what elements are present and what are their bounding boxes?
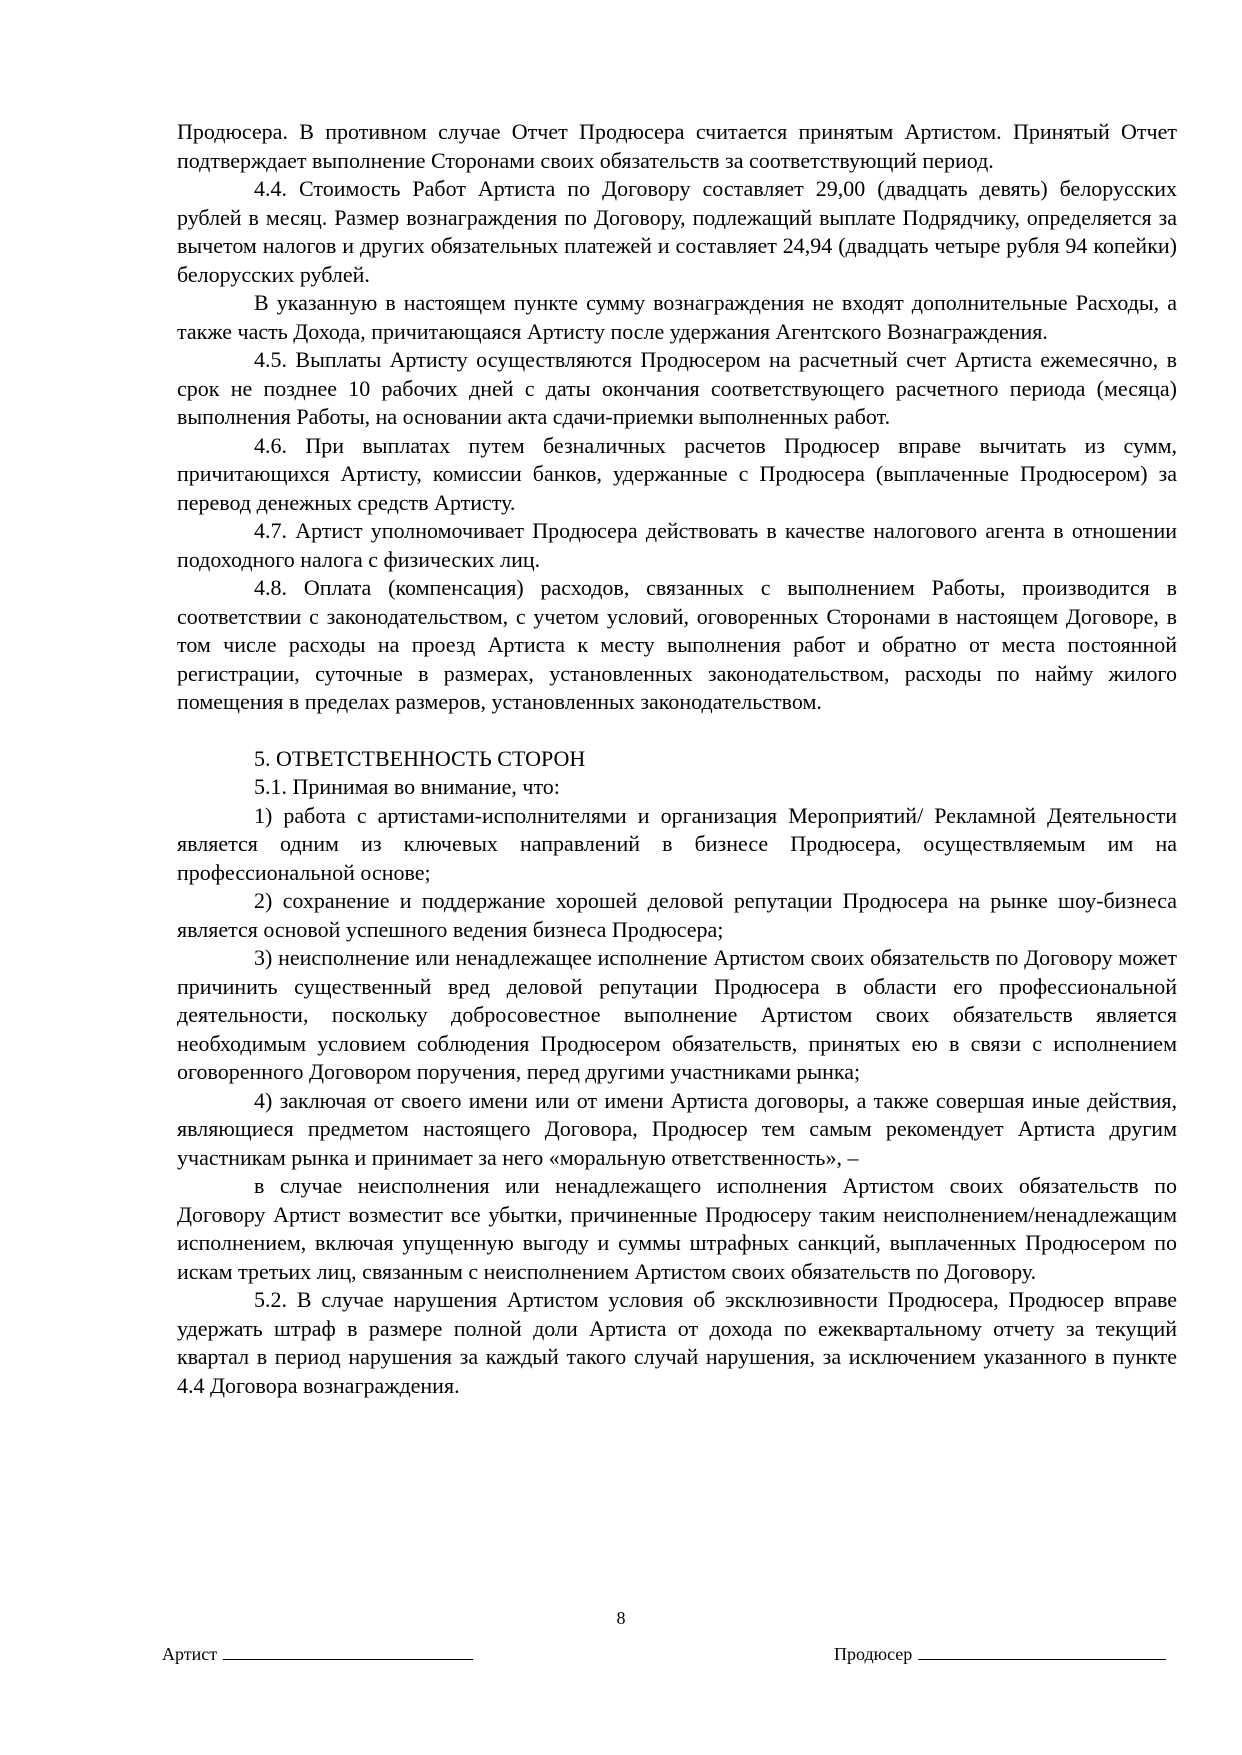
list-item: 3) неисполнение или ненадлежащее исполнение Артистом своих обязательств по Договору может причинить существенный вред деловой репутации Продюсера в области его профессиональной деятельности, поскольку добросовестное выполнение Артистом своих обязательств является необходимым условием соблюдения Продюсером обязательств, принятых ею в связи с исполнением оговоренного Договором поручения, перед другими участниками рынка; (177, 945, 1177, 1084)
paragraph-5-1: 5.1. Принимая во внимание, что: (254, 774, 560, 799)
artist-signature-label: Артист (162, 1644, 218, 1664)
paragraph-5-2: 5.2. В случае нарушения Артистом условия об эксклюзивности Продюсера, Продюсер вправе удержать штраф в размере полной доли Артиста от дохода по ежеквартальному отчету за текущий квартал в период нарушения за каждый такого случай нарушения, за исключением указанного в пункте 4.4 Договора вознаграждения. (177, 1287, 1177, 1398)
artist-signature (162, 1643, 473, 1665)
section-gap (177, 717, 1177, 745)
section-heading: 5. ОТВЕТСТВЕННОСТЬ СТОРОН (254, 745, 586, 771)
list-item: 2) сохранение и поддержание хорошей деловой репутации Продюсера на рынке шоу-бизнеса является основой успешного ведения бизнеса Продюсера; (177, 888, 1177, 942)
paragraph-4-5: 4.5. Выплаты Артисту осуществляются Продюсером на расчетный счет Артиста ежемесячно, в срок не позднее 10 рабочих дней с даты окончания соответствующего расчетного периода (месяца) выполнения Работы, на основании акта сдачи-приемки выполненных работ. (177, 347, 1177, 429)
signature-line (223, 1643, 473, 1660)
document-body (177, 118, 1177, 1400)
page-number: 8 (616, 1608, 626, 1628)
producer-signature-label: Продюсер (834, 1644, 913, 1664)
paragraph-4-8: 4.8. Оплата (компенсация) расходов, связанных с выполнением Работы, производится в соответствии с законодательством, с учетом условий, оговоренных Сторонами в настоящем Договоре, в том числе расходы на проезд Артиста к месту выполнения работ и обратно от места постоянной регистрации, суточные в размерах, установленных законодательством, расходы по найму жилого помещения в пределах размеров, установленных законодательством. (177, 575, 1177, 714)
paragraph: в случае неисполнения или ненадлежащего исполнения Артистом своих обязательств по Договору Артист возместит все убытки, причиненные Продюсеру таким неисполнением/ненадлежащим исполнением, включая упущенную выгоду и суммы штрафных санкций, выплаченных Продюсером по искам третьих лиц, связанным с неисполнением Артистом своих обязательств по Договору. (177, 1173, 1177, 1284)
paragraph: В указанную в настоящем пункте сумму вознаграждения не входят дополнительные Расходы, а также часть Дохода, причитающаяся Артисту после удержания Агентского Вознаграждения. (177, 290, 1177, 344)
list-item: 4) заключая от своего имени или от имени Артиста договоры, а также совершая иные действия, являющиеся предметом настоящего Договора, Продюсер тем самым рекомендует Артиста другим участникам рынка и принимает за него «моральную ответственность», – (177, 1087, 1177, 1170)
list-item: 1) работа с артистами-исполнителями и организация Мероприятий/ Рекламной Деятельности является одним из ключевых направлений в бизнесе Продюсера, осуществляемым им на профессиональной основе; (177, 802, 1177, 885)
paragraph-4-6: 4.6. При выплатах путем безналичных расчетов Продюсер вправе вычитать из сумм, причитающихся Артисту, комиссии банков, удержанные с Продюсера (выплаченные Продюсером) за перевод денежных средств Артисту. (177, 432, 1177, 515)
paragraph-4-7: 4.7. Артист уполномочивает Продюсера действовать в качестве налогового агента в отношении подоходного налога с физических лиц. (177, 518, 1177, 572)
signature-line (918, 1643, 1166, 1660)
producer-signature (834, 1643, 1166, 1665)
paragraph-4-4: 4.4. Стоимость Работ Артиста по Договору составляет 29,00 (двадцать девять) белорусских рублей в месяц. Размер вознаграждения по Договору, подлежащий выплате Подрядчику, определяется за вычетом налогов и других обязательных платежей и составляет 24,94 (двадцать четыре рубля 94 копейки) белорусских рублей. (177, 176, 1177, 287)
paragraph: Продюсера. В противном случае Отчет Продюсера считается принятым Артистом. Принятый Отчет подтверждает выполнение Сторонами своих обязательств за соответствующий период. (177, 119, 1177, 173)
